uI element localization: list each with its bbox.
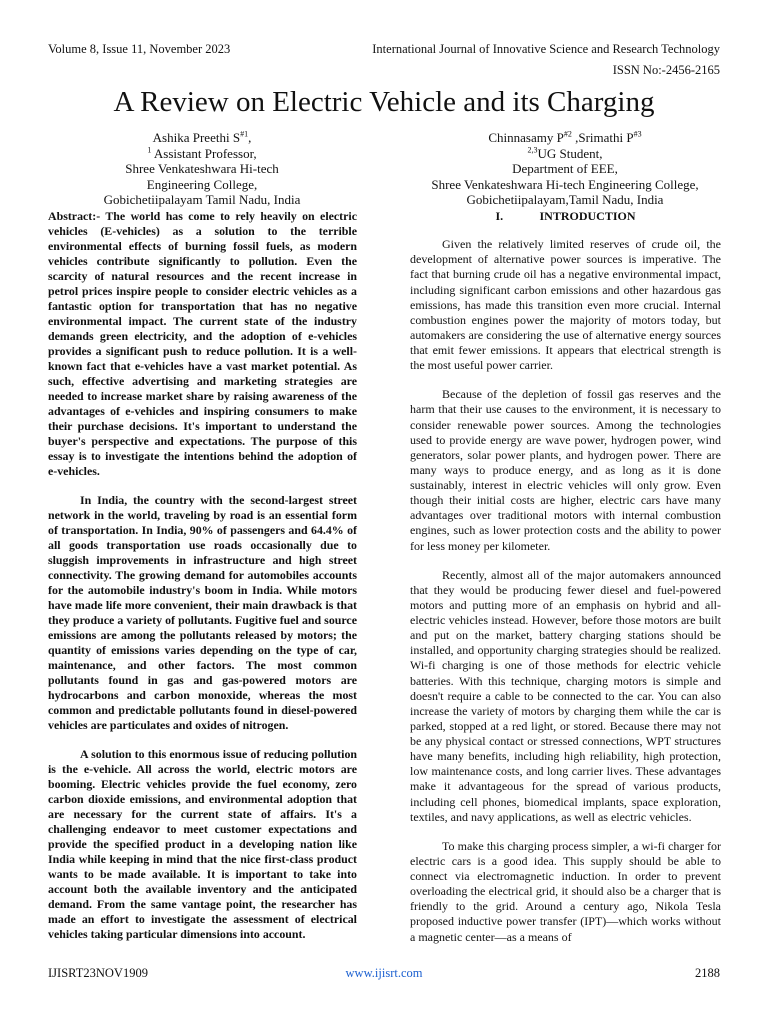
author-role-left: $^1$ Assistant Professor,: [147, 145, 257, 161]
abstract-paragraph: Abstract:- The world has come to rely heavily on electric vehicles (E-vehicles) as a solution to the terrible environmental effects of burning fossil fuels, as modern vehicles contribute significantly to pollution. Even the scarcity of natural resources and the recent increase in petrol prices inspire people to consider electric vehicles as a fantastic option for transportation that has no negative environmental impact. The current state of the industry demands green electricity, and the adoption of e-vehicles provides a significant push to reduce pollution. It is a well-known fact that e-vehicles have a vast market potential. As such, effective advertising and marketing strategies are needed to increase market share by raising awareness of the advantages of e-vehicles and inspiring consumers to make their purchase decisions. It's important to understand the buyer's perspective and expectations. The purpose of this essay is to investigate the intentions behind the adoption of e-vehicles.: [48, 209, 357, 478]
author-affil-line: Shree Venkateshwara Hi-tech Engineering College,: [431, 176, 699, 192]
right-column: [410, 209, 721, 945]
header-volume: Volume 8, Issue 11, November 2023: [48, 42, 231, 56]
author-affil-line: Gobichetiipalayam Tamil Nadu, India: [103, 192, 301, 208]
body-paragraph: To make this charging process simpler, a wi-fi charger for electric cars is a good idea. This supply should be able to connect via electromagnetic induction. In order to prevent overloading the electrical grid, it should also be a charger that is friendly to the grid. Around a century ago, Nikola Tesla proposed inductive power transfer (IPT)—which works without a magnetic center—as a means of: [410, 838, 721, 944]
body-paragraph: A solution to this enormous issue of reducing pollution is the e-vehicle. All across the world, electric motors are booming. Electric vehicles provide the fuel economy, zero carbon dioxide emissions, and environmental adoption that are necessary for the current state of affairs. It's a challenging endeavor to meet customer expectations and provide the specified product in a developing nation like India while keeping in mind that the nice first-class product wants to be made available. It is important to take into account both the available inventory and the anticipated demand. From the same vantage point, the researcher has made an effort to investigate the assessment of electrical vehicles taking particular dimensions into account.: [48, 747, 357, 941]
author-names-right: Chinnasamy $P^{\#2}$ ,Srimathi $P^{\#3}$: [488, 129, 642, 145]
body-paragraph: In India, the country with the second-largest street network in the world, traveling by road is an essential form of transportation. In India, 90% of passengers and 64.4% of all goods transportation use roads occasionally due to sluggish improvements in infrastructure and high street connectivity. The growing demand for automobiles accounts for the automobile industry's boom in India. While motors have made life more convenient, their main drawback is that they produce a variety of pollutants. Fugitive fuel and source emissions are among the pollutants released by motors; the quantity of emissions varies depending on the type of car, maintenance, and other factors. The most common pollutants found in gas and gas-powered motors are hydrocarbons and carbon monoxide, whereas the most common and predictable pollutants found in diesel-powered vehicles are particulates and oxides of nitrogen.: [48, 493, 357, 732]
author-affil-line: Gobichetiipalayam,Tamil Nadu, India: [466, 192, 664, 208]
footer-page-number: 2188: [695, 966, 720, 980]
author-name-left: Ashika Preethi $S^{\#1}$,: [152, 129, 252, 145]
author-block-left: [78, 130, 326, 208]
author-affil-line: Department of EEE,: [512, 161, 618, 177]
section-number: I.: [495, 209, 504, 223]
header-issn: ISSN No:-2456-2165: [612, 63, 720, 77]
body-paragraph: Recently, almost all of the major automakers announced that they would be producing fewer diesel and fuel-powered motors and putting more of an emphasis on hybrid and all-electric vehicles instead. However, before those motors are built and put on the market, battery charging stations should be installed, and opportunity charging strategies should be realized. Wi-fi charging is one of those methods for electric vehicle batteries. With this technique, charging motors is simple and doesn't require a cable to be connected to the car. You can also increase the variety of motors by charging them while the car is parked, stopped at a red light, or stored. Because there may not be any physical contact or stressed connections, WPT structures have many benefits, including high reliability, high protection, low maintenance costs, and long carrier lives. These advantages make it advantageous for the spread of various products, including cell phones, biomedical implants, space exploration, textiles, and navy applications, as well as electric vehicles.: [410, 567, 721, 824]
footer-url-link[interactable]: www.ijisrt.com: [345, 966, 423, 980]
section-title: INTRODUCTION: [539, 209, 636, 223]
author-affil-line: Shree Venkateshwara Hi-tech: [125, 161, 279, 177]
author-block-right: [405, 130, 725, 208]
body-paragraph: Because of the depletion of fossil gas reserves and the harm that their use causes to the environment, it is necessary to consider renewable power sources. Among the technologies used to provide energy are wave power, hydrogen power, wind generators, solar power plants, and hydrogen power. There are many ways to produce energy, and as long as it is done sustainably, interest in electric vehicles will only grow. Even though their initial costs are higher, electric cars have many advantages over traditional motors with internal combustion engines, such as lower protection costs and the ability to power for less money per kilometer.: [410, 387, 721, 553]
author-affil-line: Engineering College,: [146, 176, 258, 192]
left-column: [48, 209, 357, 942]
section-heading: [410, 209, 721, 224]
author-role-right: $^{2,3}$UG Student,: [527, 145, 603, 161]
footer-article-id: IJISRT23NOV1909: [48, 966, 148, 980]
body-paragraph: Given the relatively limited reserves of crude oil, the development of alternative power sources is imperative. The fact that burning crude oil has a negative environmental impact, including significant carbon emissions and other hazardous gas emissions, has made this transition even more crucial. Internal combustion engines power the majority of motors today, but automakers are considering the use of alternative energy sources that emit fewer emissions. It appears that electrical strength is the most useful power carrier.: [410, 237, 721, 373]
header-journal: International Journal of Innovative Science and Research Technology: [372, 42, 720, 56]
paper-title: A Review on Electric Vehicle and its Charging: [113, 86, 655, 118]
